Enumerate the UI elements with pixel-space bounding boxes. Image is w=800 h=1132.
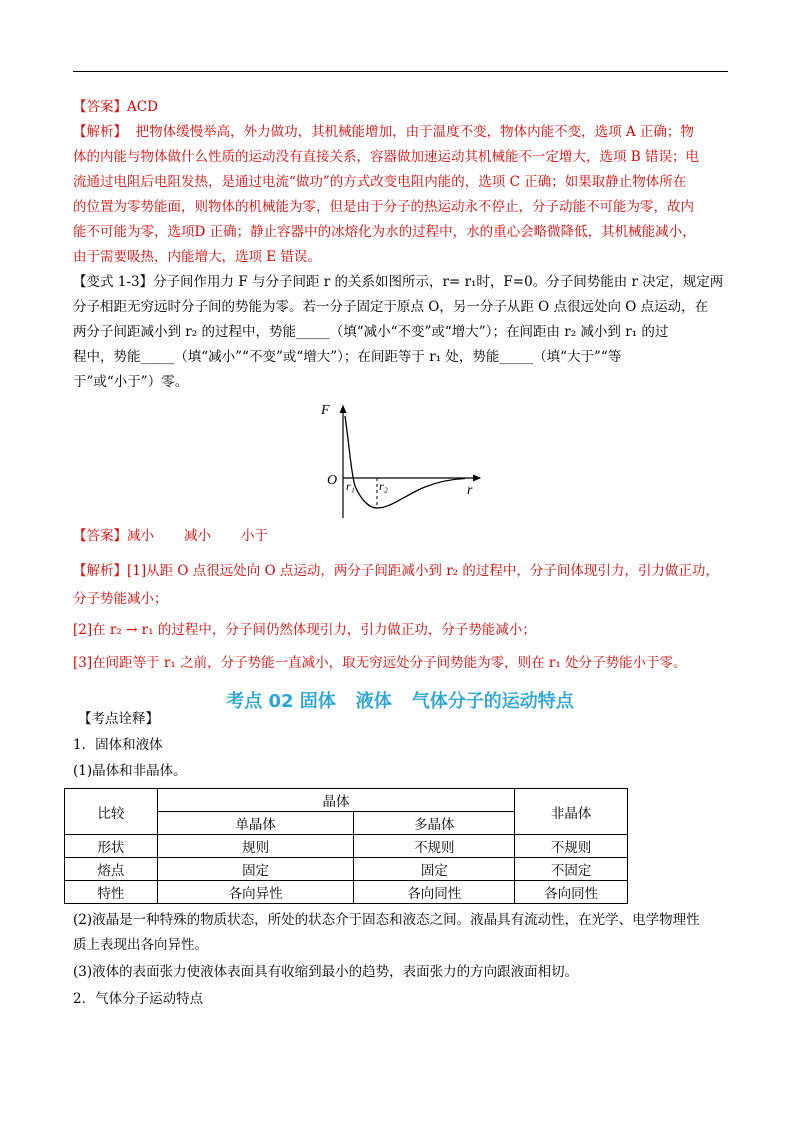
top-rule	[73, 71, 728, 72]
force-distance-graph	[315, 398, 490, 523]
variant-line: 程中，势能_____（填“减小”“不变”或“增大”）；在间距等于 r₁ 处，势能_____（填“大于”“等	[73, 349, 622, 365]
analysis-line: 的位置为零势能面，则物体的机械能为零，但是由于分子的热运动永不停止，分子动能不可能为零，故内	[73, 199, 694, 215]
analysis-line: 体的内能与物体做什么性质的运动没有直接关系，容器做加速运动其机械能不一定增大，选项 B 错误；电	[73, 149, 700, 165]
variant-line: 两分子间距减小到 r₂ 的过程中，势能_____（填“减小“不变”或“增大”）；在间距由 r₂ 减小到 r₁ 的过	[73, 324, 669, 340]
analysis-line: [1]从距 O 点很远处向 O 点运动，两分子间距减小到 r₂ 的过程中，分子间体现引力，引力做正功，	[127, 563, 719, 579]
analysis-line: 能不可能为零，选项D 正确；静止容器中的冰熔化为水的过程中，水的重心会略微降低，其机械能减小，	[73, 224, 696, 240]
table-cell: 不规则	[515, 835, 628, 858]
table-cell: 不规则	[354, 835, 515, 858]
paragraph-line: (2)液晶是一种特殊的物质状态，所处的状态介于固态和液态之间。液晶具有流动性，在光学、电学物理性	[73, 912, 700, 928]
subsection-1: 1．固体和液体	[73, 737, 163, 753]
table-cell: 特性	[65, 881, 158, 904]
table-cell: 形状	[65, 835, 158, 858]
table-cell: 熔点	[65, 858, 158, 881]
answer-value: 减小	[127, 528, 154, 544]
answer-2	[73, 524, 733, 549]
paragraph-surface-tension: (3)液体的表面张力使液体表面具有收缩到最小的趋势，表面张力的方向跟液面相切。	[73, 964, 579, 980]
answer-tag: 【答案】	[73, 99, 127, 115]
analysis-tag: 【解析】	[73, 563, 127, 579]
analysis-1	[73, 120, 733, 270]
table-header: 多晶体	[354, 812, 515, 835]
answer-1	[73, 95, 733, 120]
analysis-line: 把物体缓慢举高，外力做功，其机械能增加，由于温度不变，物体内能不变，选项 A 正确；物	[135, 124, 694, 140]
table-cell: 固定	[157, 858, 354, 881]
origin-label: O	[327, 473, 338, 488]
variant-line: 于”或“小于”）零。	[73, 374, 189, 390]
table-cell: 各向同性	[354, 881, 515, 904]
analysis-line: [2]在 r₂ → r₁ 的过程中，分子间仍然体现引力，引力做正功，分子势能减小；	[73, 622, 536, 638]
force-curve	[345, 416, 465, 508]
x-axis-label: r	[467, 483, 473, 498]
kaodian-label: 【考点诠释】	[78, 711, 159, 727]
table-cell: 不固定	[515, 858, 628, 881]
answer-value: ACD	[127, 99, 158, 115]
table-cell: 各向同性	[515, 881, 628, 904]
answer-tag: 【答案】	[73, 528, 127, 544]
analysis-line: 由于需要吸热，内能增大，选项 E 错误。	[73, 249, 321, 265]
table-row	[65, 858, 628, 881]
subsection-2: 2．气体分子运动特点	[73, 991, 204, 1007]
table-cell: 固定	[354, 858, 515, 881]
variant-question	[73, 270, 733, 395]
table-row	[65, 881, 628, 904]
table-header: 比较	[65, 789, 158, 835]
variant-line: 分子间作用力 F 与分子间距 r 的关系如图所示，r= r₁时，F=0。分子间势能由 r 决定，规定两	[153, 274, 724, 290]
r2-label: r₂	[379, 479, 388, 493]
answer-value: 小于	[241, 528, 268, 544]
crystal-comparison-table	[64, 788, 628, 904]
y-axis-label: F	[321, 403, 330, 418]
r1-label: r₁	[346, 479, 355, 493]
table-row	[65, 835, 628, 858]
heading-part: 液体	[355, 691, 392, 712]
analysis-tag: 【解析】	[73, 124, 127, 140]
table-header: 晶体	[157, 789, 514, 812]
table-header: 单晶体	[157, 812, 354, 835]
paragraph-liquid-crystal	[73, 908, 733, 958]
table-cell: 规则	[157, 835, 354, 858]
answer-value: 减小	[184, 528, 211, 544]
analysis-line: 流通过电阻后电阻发热，是通过电流“做功”的方式改变电阻内能的，选项 C 正确；如果取静止物体所在	[73, 174, 687, 190]
heading-part: 考点 02 固体	[226, 691, 336, 712]
analysis-2	[73, 557, 733, 677]
heading-part: 气体分子的运动特点	[411, 691, 574, 712]
paragraph-line: 质上表现出各向异性。	[73, 937, 208, 953]
table-cell: 各向异性	[157, 881, 354, 904]
variant-line: 分子相距无穷远时分子间的势能为零。若一分子固定于原点 O，另一分子从距 O 点很远处向 O 点运动，在	[73, 299, 709, 315]
analysis-line: 分子势能减小；	[73, 591, 168, 607]
subsection-1a: (1)晶体和非晶体。	[73, 763, 187, 779]
variant-label: 【变式 1-3】	[73, 274, 154, 290]
table-header: 非晶体	[515, 789, 628, 835]
analysis-line: [3]在间距等于 r₁ 之前，分子势能一直减小，取无穷远处分子间势能为零，则在 r₁ 处分子势能小于零。	[73, 655, 687, 671]
